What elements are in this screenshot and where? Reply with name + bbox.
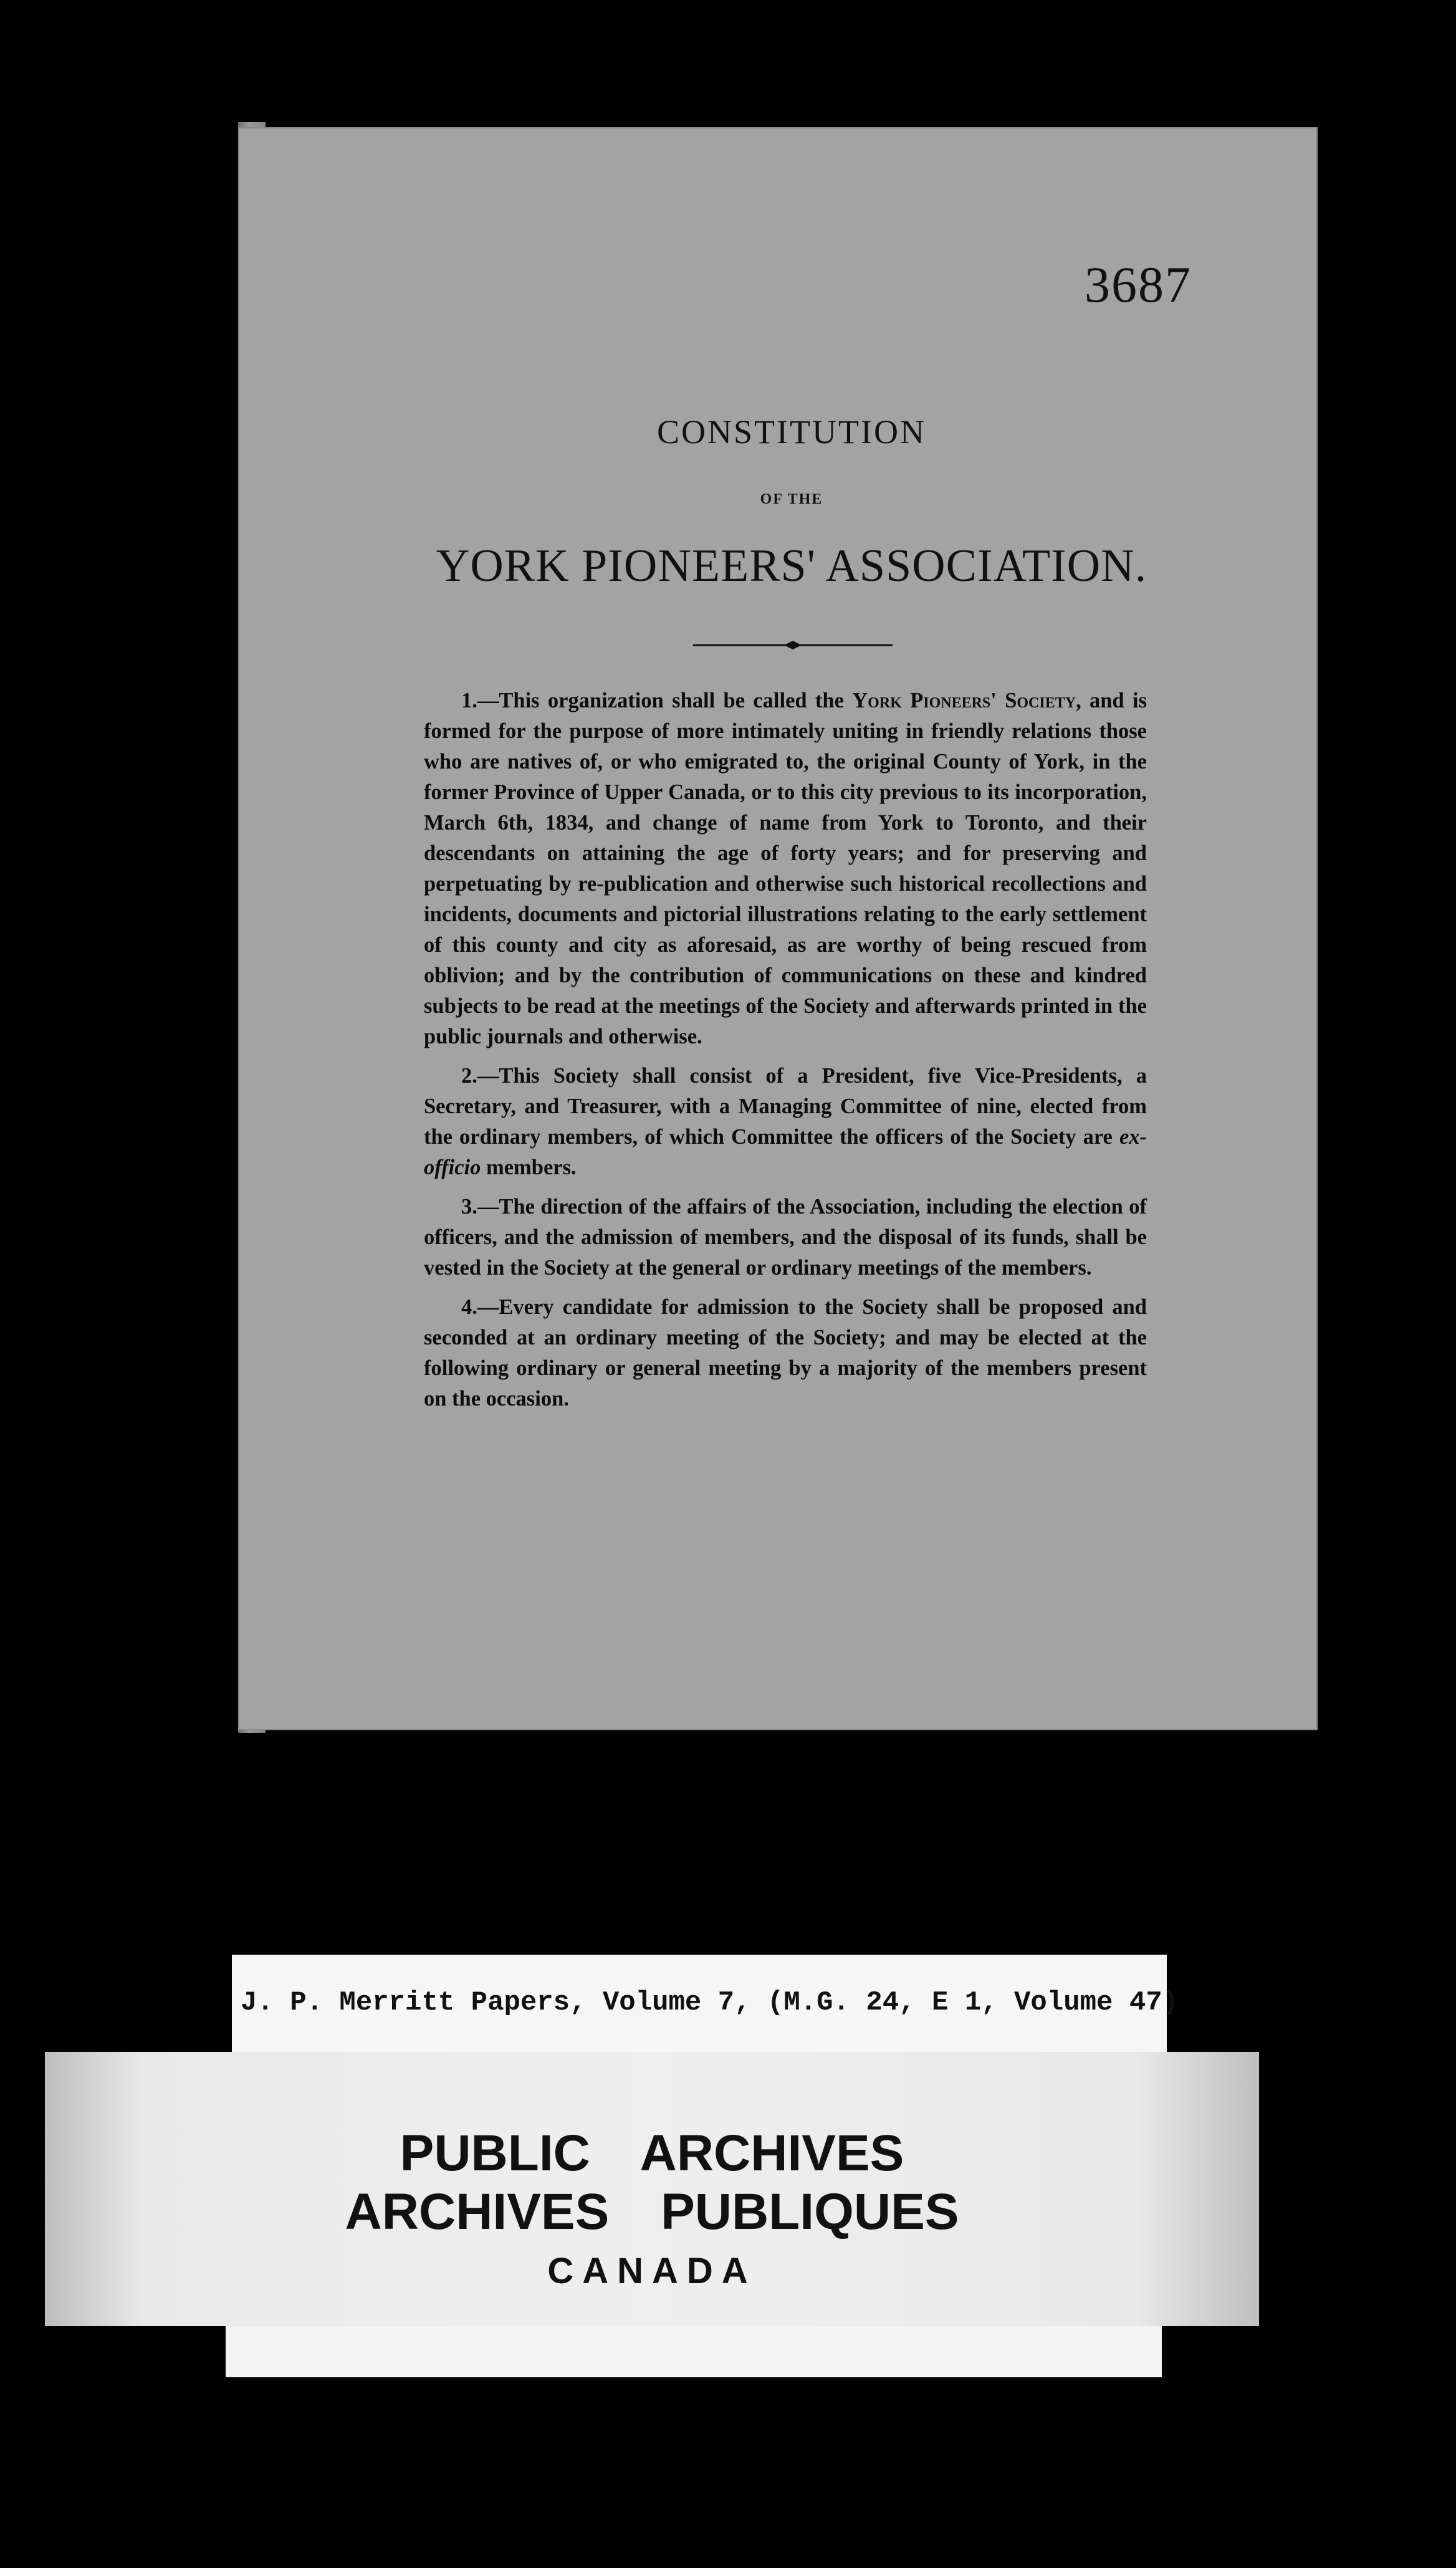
article-3: 3.—The direction of the affairs of the Association, including the election of officers, and the admission of members, and the disposal of its funds, shall be vested in the Society at the general or ordinary meetings of the members. [424, 1195, 1147, 1280]
constitution-body [424, 686, 1147, 1423]
archive-stamp-strip [226, 2326, 1162, 2377]
ornament-rule [693, 638, 893, 652]
document-of-the: OF THE [760, 491, 823, 507]
archive-stamp-line-2: ARCHIVES PUBLIQUES [345, 2183, 959, 2240]
article-2-italic: ex-officio [424, 1125, 1147, 1179]
article-1 [424, 686, 1147, 1052]
article-1-lead: 1.—This organization shall be called the [461, 689, 853, 712]
archive-stamp-line-1: PUBLIC ARCHIVES [400, 2125, 904, 2182]
article-2 [424, 1061, 1147, 1183]
document-subtitle: YORK PIONEERS' ASSOCIATION. [436, 540, 1147, 592]
reference-label-text: J. P. Merritt Papers, Volume 7, (M.G. 24, E 1, Volume 47) [241, 1987, 1179, 2018]
article-4: 4.—Every candidate for admission to the Society shall be proposed and seconded at an ordinary meeting of the Society; and may be elected at the following ordinary or general meeting by a majority of the members present on the occasion. [424, 1295, 1147, 1411]
page-number: 3687 [1085, 256, 1192, 313]
article-2-lead: 2.—This Society shall consist of a President, five Vice-Presidents, a Secretary, and Treasurer, with a Managing Committee of nine, elected from the ordinary members, of which Committee the officers of the Society are [424, 1064, 1147, 1149]
archive-stamp-line-3: CANADA [547, 2251, 757, 2291]
society-name: York Pioneers' Society [852, 689, 1076, 712]
article-1-rest: , and is formed for the purpose of more intimately uniting in friendly relations those who are natives of, or who emigrated to, the original County of York, in the former Province of Upper Canada, or to this city previous to its incorporation, March 6th, 1834, and change of name from York to Toronto, and their descendants on attaining the age of forty years; and for preserving and perpetuating by re-publication and otherwise such historical recollections and incidents, documents and pictorial illustrations relating to the early settlement of this county and city as aforesaid, as are worthy of being rescued from oblivion; and by the contribution of communications on these and kindred subjects to be read at the meetings of the Society and afterwards printed in the public journals and otherwise. [424, 689, 1147, 1048]
document-title: CONSTITUTION [657, 413, 926, 451]
article-2-rest: members. [481, 1156, 577, 1179]
